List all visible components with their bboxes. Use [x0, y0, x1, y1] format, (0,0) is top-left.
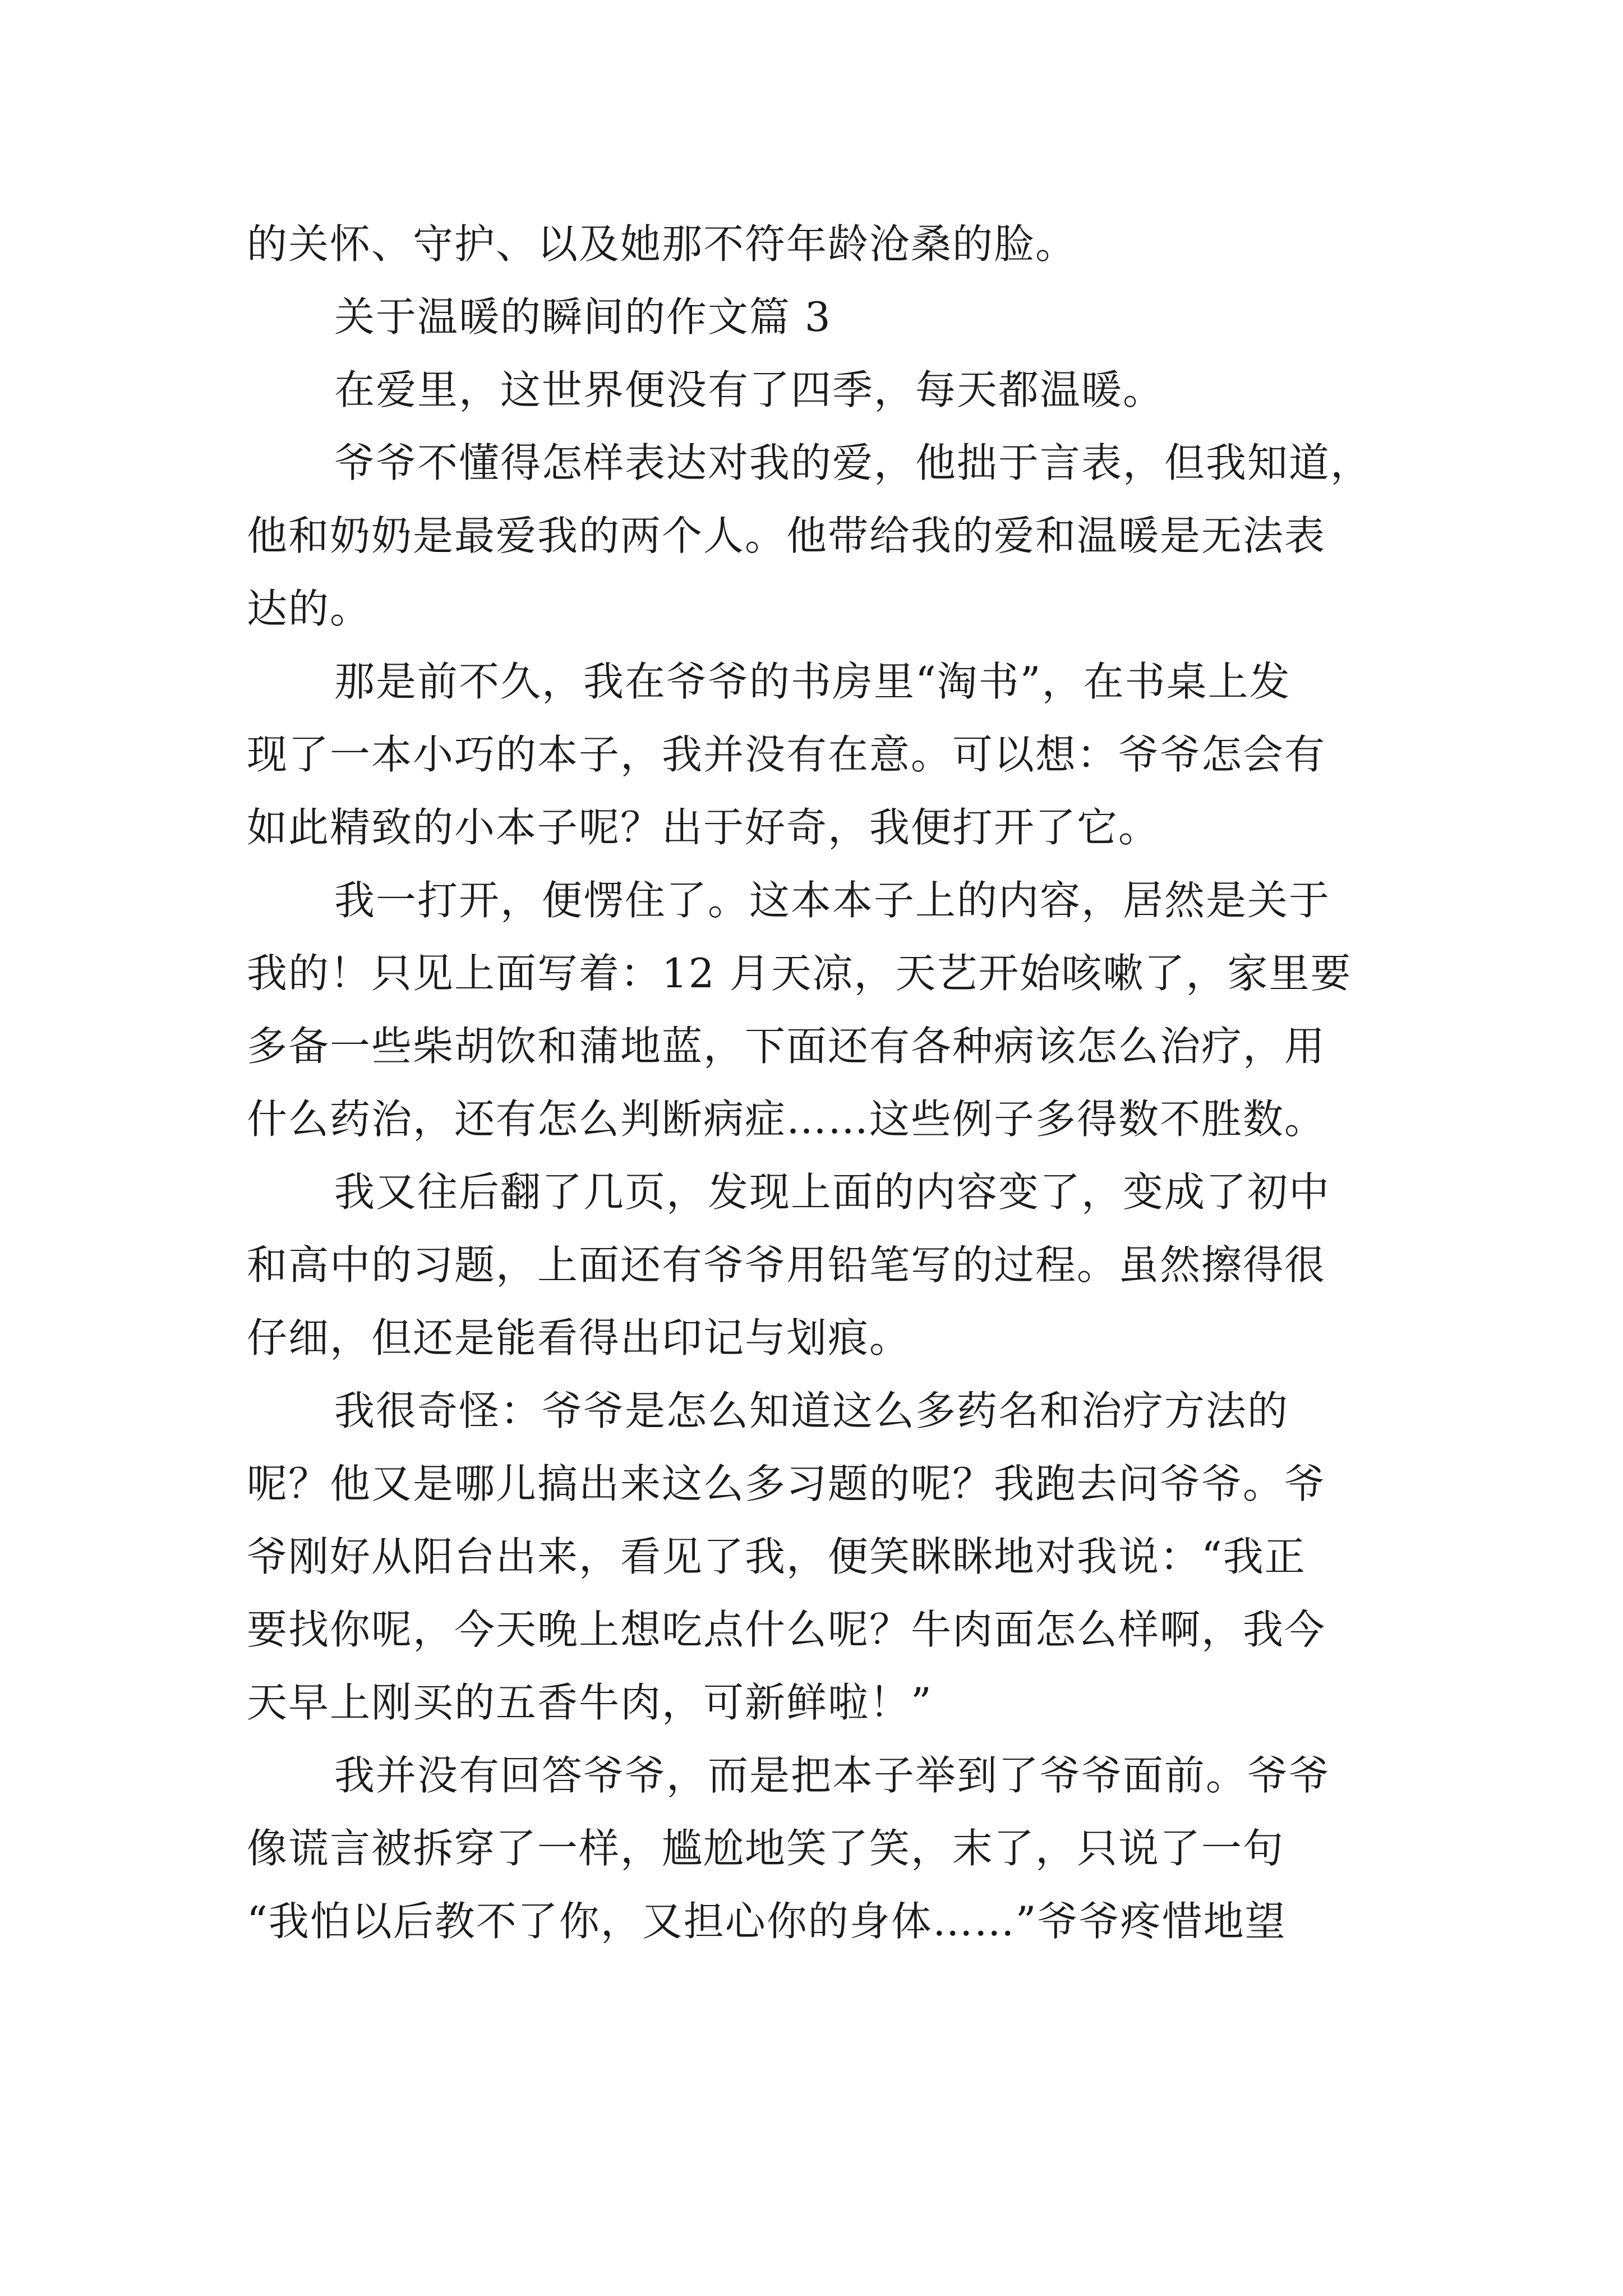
essay-heading: 关于温暖的瞬间的作文篇 3	[334, 293, 832, 341]
text-line: 我一打开，便愣住了。这本本子上的内容，居然是关于	[334, 877, 1331, 924]
text-line: 和高中的习题，上面还有爷爷用铅笔写的过程。虽然擦得很	[247, 1241, 1326, 1289]
text-line: “我怕以后教不了你，又担心你的身体……”爷爷疼惜地望	[247, 1898, 1287, 1945]
text-line: 像谎言被拆穿了一样，尴尬地笑了笑，末了，只说了一句	[247, 1825, 1285, 1872]
text-line: 我又往后翻了几页，发现上面的内容变了，变成了初中	[334, 1168, 1331, 1216]
text-line: 要找你呢，今天晚上想吃点什么呢？牛肉面怎么样啊，我今	[247, 1606, 1326, 1653]
text-line: 爷爷不懂得怎样表达对我的爱，他拙于言表，但我知道，	[334, 439, 1372, 486]
text-line: 如此精致的小本子呢？出于好奇，我便打开了它。	[247, 804, 1160, 851]
text-line: 天早上刚买的五香牛肉，可新鲜啦！”	[247, 1679, 933, 1726]
text-line: 呢？他又是哪儿搞出来这么多习题的呢？我跑去问爷爷。爷	[247, 1460, 1326, 1507]
text-line: 达的。	[247, 585, 372, 632]
text-line: 的关怀、守护、以及她那不符年龄沧桑的脸。	[247, 220, 1077, 268]
text-line: 现了一本小巧的本子，我并没有在意。可以想：爷爷怎会有	[247, 731, 1326, 778]
text-line: 我很奇怪：爷爷是怎么知道这么多药名和治疗方法的	[334, 1387, 1289, 1434]
text-line: 我的！只见上面写着：12 月天凉，天艺开始咳嗽了，家里要	[247, 950, 1352, 997]
essay-body	[247, 208, 1391, 1958]
text-line: 什么药治，还有怎么判断病症……这些例子多得数不胜数。	[247, 1096, 1326, 1143]
text-line: 我并没有回答爷爷，而是把本子举到了爷爷面前。爷爷	[334, 1752, 1331, 1799]
text-line: 他和奶奶是最爱我的两个人。他带给我的爱和温暖是无法表	[247, 512, 1326, 559]
text-line: 在爱里，这世界便没有了四季，每天都温暖。	[334, 366, 1165, 413]
text-line: 多备一些柴胡饮和蒲地蓝，下面还有各种病该怎么治疗，用	[247, 1023, 1326, 1070]
text-line: 爷刚好从阳台出来，看见了我，便笑眯眯地对我说：“我正	[247, 1533, 1306, 1580]
text-line: 仔细，但还是能看得出印记与划痕。	[247, 1314, 911, 1361]
text-line: 那是前不久，我在爷爷的书房里“淘书”，在书桌上发	[334, 658, 1291, 705]
